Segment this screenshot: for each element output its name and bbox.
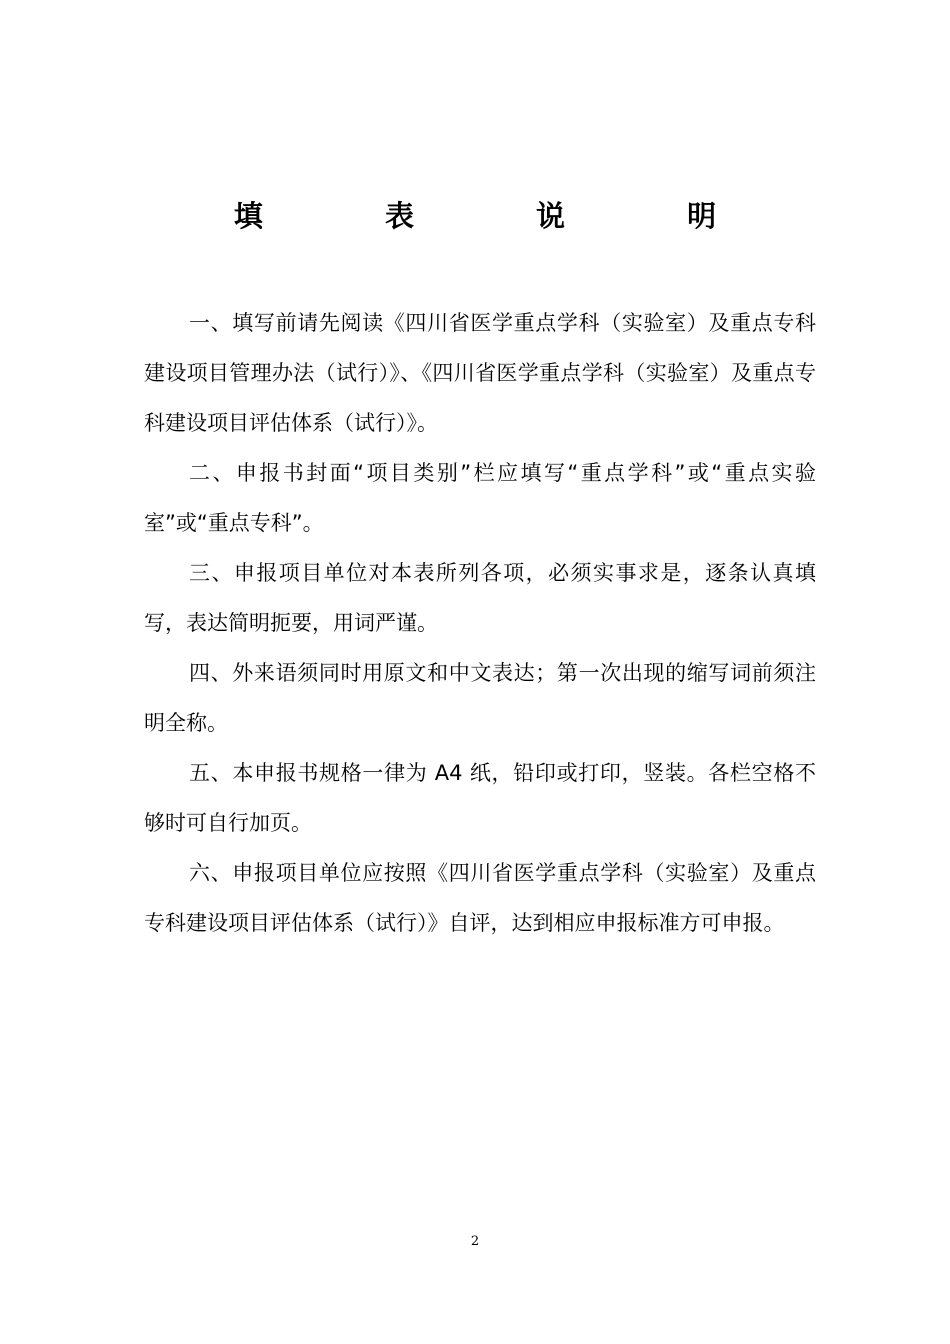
instruction-paragraph-4: 四、外来语须同时用原文和中文表达；第一次出现的缩写词前须注明全称。 xyxy=(144,661,816,735)
page-title: 填 表 说 明 xyxy=(233,199,773,233)
instruction-paragraph-2: 二、申报书封面“项目类别”栏应填写“重点学科”或“重点实验室”或“重点专科”。 xyxy=(144,461,816,535)
instruction-paragraph-1: 一、填写前请先阅读《四川省医学重点学科（实验室）及重点专科建设项目管理办法（试行）》、《四川省医学重点学科（实验室）及重点专科建设项目评估体系（试行）》。 xyxy=(144,311,816,435)
page-number: 2 xyxy=(470,1234,480,1249)
instruction-paragraph-6: 六、申报项目单位应按照《四川省医学重点学科（实验室）及重点专科建设项目评估体系（试行）》自评，达到相应申报标准方可申报。 xyxy=(144,861,816,935)
instruction-paragraph-3: 三、申报项目单位对本表所列各项，必须实事求是，逐条认真填写，表达简明扼要，用词严谨。 xyxy=(144,561,816,635)
instruction-paragraph-5: 五、本申报书规格一律为 A4 纸，铅印或打印，竖装。各栏空格不够时可自行加页。 xyxy=(144,761,816,835)
instructions-body xyxy=(144,298,816,948)
